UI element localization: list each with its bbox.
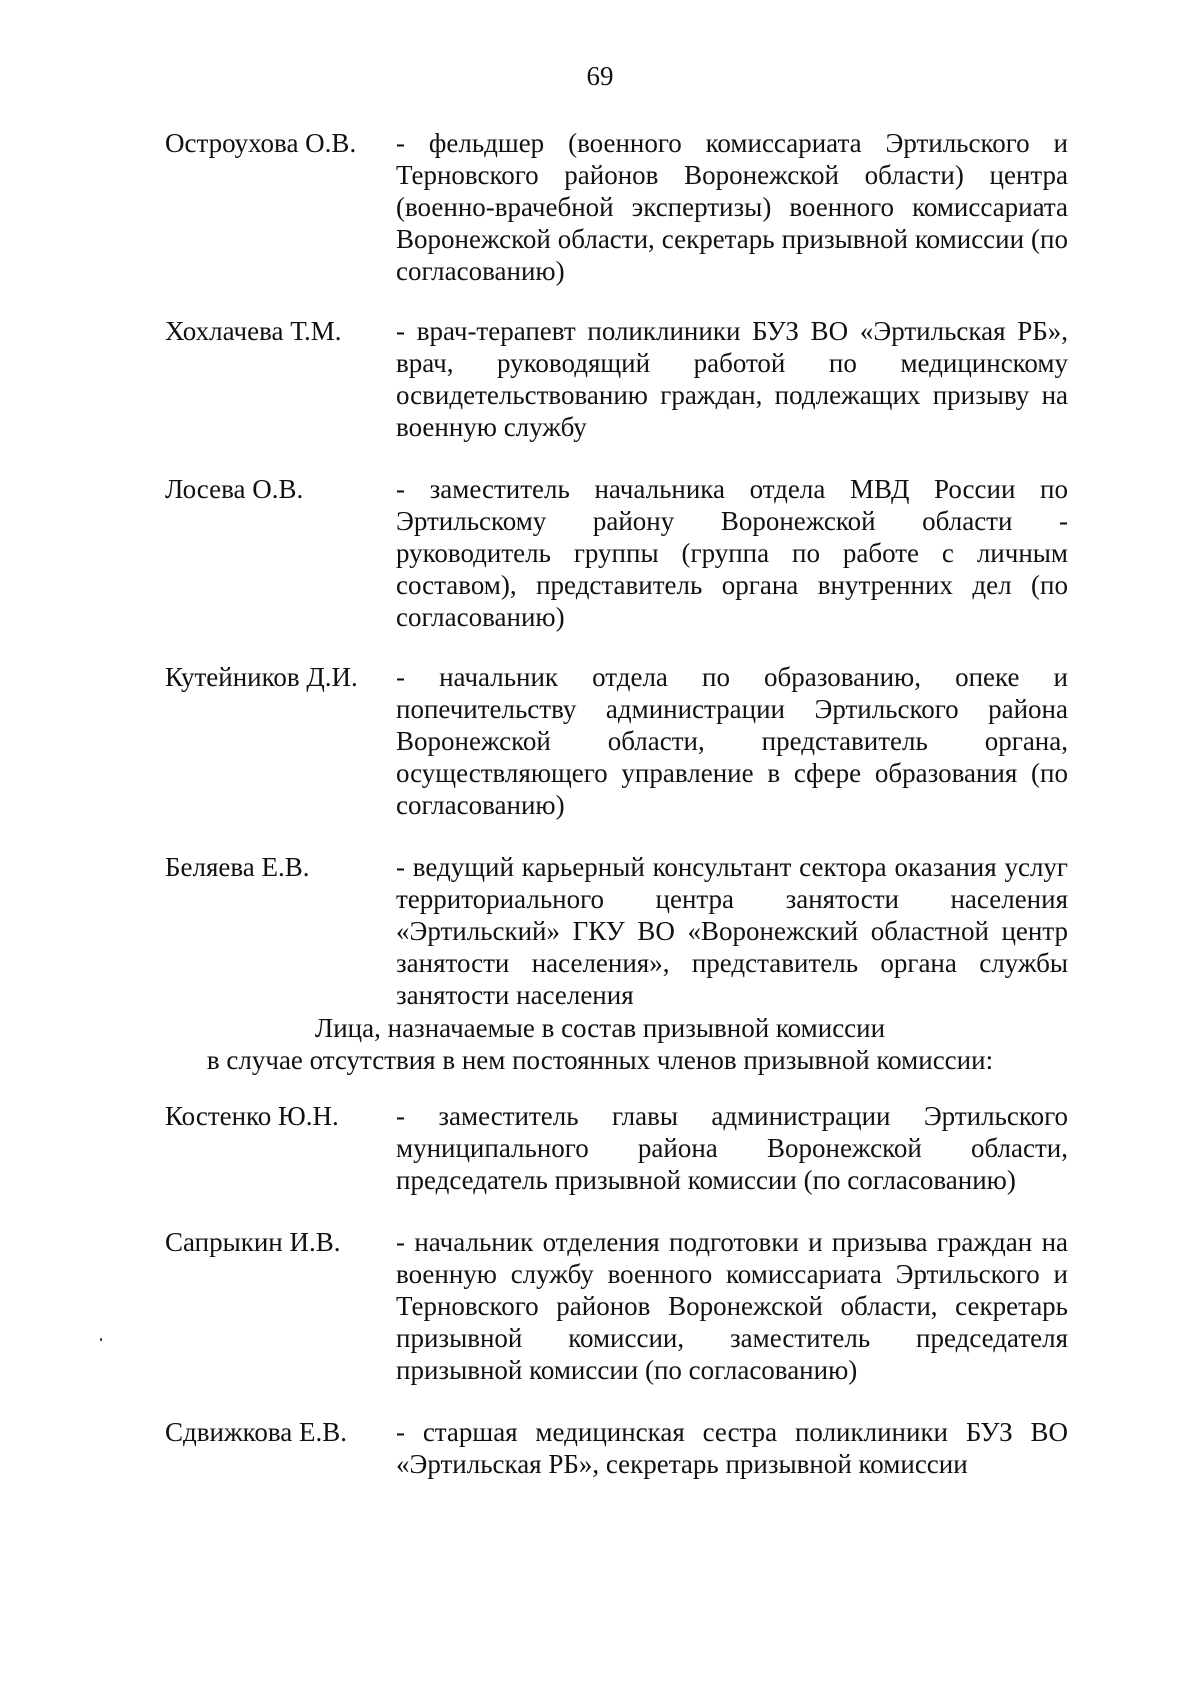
scan-speck <box>100 1338 102 1341</box>
member-name: Беляева Е.В. <box>165 852 310 882</box>
member-description: - врач-терапевт поликлиники БУЗ ВО «Эртильская РБ», врач, руководящий работой по медицинскому освидетельствованию граждан, подлежащих призыву на военную службу <box>396 316 1068 442</box>
substitute-name: Сапрыкин И.В. <box>165 1227 341 1257</box>
substitute-name: Костенко Ю.Н. <box>165 1101 339 1131</box>
substitute-description: - заместитель главы администрации Эртильского муниципального района Воронежской области, председатель призывной комиссии (по согласованию) <box>396 1101 1068 1195</box>
member-entry <box>0 661 1200 821</box>
member-name: Остроухова О.В. <box>165 128 357 158</box>
member-description: - ведущий карьерный консультант сектора оказания услуг территориального центра занятости населения «Эртильский» ГКУ ВО «Воронежский областной центр занятости населения», представитель органа службы занятости населения <box>396 852 1068 1010</box>
member-description: - начальник отдела по образованию, опеке и попечительству администрации Эртильского района Воронежской области, представитель органа, осуществляющего управление в сфере образования (по согласованию) <box>396 662 1068 820</box>
member-entry <box>0 851 1200 1011</box>
members-list <box>0 127 1200 1043</box>
member-description: - фельдшер (военного комиссариата Эртильского и Терновского районов Воронежской области) центра (военно-врачебной экспертизы) военного комиссариата Воронежской области, секретарь призывной комиссии (по согласованию) <box>396 128 1068 286</box>
member-name: Кутейников Д.И. <box>165 662 358 692</box>
section-heading-line: в случае отсутствия в нем постоянных членов призывной комиссии: <box>206 1045 994 1075</box>
member-name: Хохлачева Т.М. <box>165 316 342 346</box>
substitute-entry <box>0 1226 1200 1386</box>
substitute-entry <box>0 1100 1200 1196</box>
substitute-description: - начальник отделения подготовки и призыва граждан на военную службу военного комиссариата Эртильского и Терновского районов Воронежской области, секретарь призывной комиссии, заместитель председателя призывной комиссии (по согласованию) <box>396 1227 1068 1385</box>
substitute-description: - старшая медицинская сестра поликлиники БУЗ ВО «Эртильская РБ», секретарь призывной комиссии <box>396 1417 1068 1479</box>
member-entry <box>0 473 1200 633</box>
member-description: - заместитель начальника отдела МВД России по Эртильскому району Воронежской области - руководитель группы (группа по работе с личным составом), представитель органа внутренних дел (по согласованию) <box>396 474 1068 632</box>
section-heading-line: Лица, назначаемые в состав призывной комиссии <box>314 1013 886 1043</box>
section-heading <box>0 1012 1200 1076</box>
member-entry <box>0 315 1200 443</box>
member-name: Лосева О.В. <box>165 474 304 504</box>
substitutes-list <box>0 1100 1200 1512</box>
member-entry <box>0 127 1200 287</box>
page-number: 69 <box>586 61 614 91</box>
substitute-entry <box>0 1416 1200 1480</box>
substitute-name: Сдвижкова Е.В. <box>165 1417 347 1447</box>
